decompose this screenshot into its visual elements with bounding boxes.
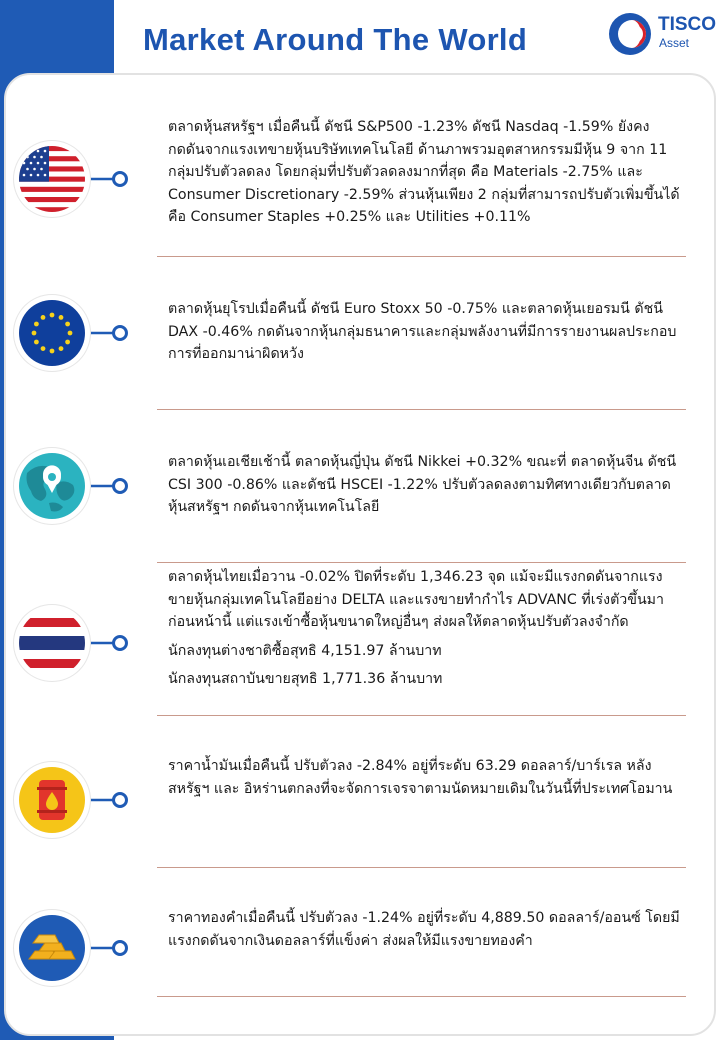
section-divider xyxy=(157,562,686,563)
us-market-summary xyxy=(168,116,686,229)
section-divider xyxy=(157,867,686,868)
section-divider xyxy=(157,409,686,410)
tisco-logo xyxy=(608,10,716,60)
asia-market-summary xyxy=(168,451,686,519)
us-icon-badge xyxy=(14,141,90,217)
asia-map-icon xyxy=(19,453,85,519)
timeline-dot xyxy=(112,792,128,808)
section-divider xyxy=(157,996,686,997)
timeline-dot xyxy=(112,478,128,494)
us-market-text: ตลาดหุ้นสหรัฐฯ เมื่อคืนนี้ ดัชนี S&P500 -1.23% ดัชนี Nasdaq -1.59% ยังคงกดดันจากแรงเทขายหุ้นบริษัทเทคโนโลยี ด้านภาพรวมอุตสาหกรรมมีหุ้น 9 จาก 11 กลุ่มปรับตัวลดลง โดยกลุ่มที่ปรับตัวลดลงมากที่สุด คือ Materials -2.75% และ Consumer Discretionary -2.59% ส่วนหุ้นเพียง 2 กลุ่มที่สามารถปรับตัวเพิ่มขึ้นได้ คือ Consumer Staples +0.25% และ Utilities +0.11% xyxy=(168,119,680,225)
eu-market-text: ตลาดหุ้นยุโรปเมื่อคืนนี้ ดัชนี Euro Stoxx 50 -0.75% และตลาดหุ้นเยอรมนี ดัชนี DAX -0.46% กดดันจากหุ้นกลุ่มธนาคารและกลุ่มพลังงานที่มีการรายงานผลประกอบการที่ออกมาน่าผิดหวัง xyxy=(168,301,677,362)
asia-market-text: ตลาดหุ้นเอเชียเช้านี้ ตลาดหุ้นญี่ปุ่น ดัชนี Nikkei +0.32% ขณะที่ ตลาดหุ้นจีน ดัชนี CSI 300 -0.86% และดัชนี HSCEI -1.22% ปรับตัวลดลงตามทิศทางเดียวกับตลาดหุ้นสหรัฐฯ กดดันจากหุ้นเทคโนโลยี xyxy=(168,454,677,515)
logo-wordmark: TISCO xyxy=(658,14,717,35)
gold-icon-badge xyxy=(14,910,90,986)
timeline-dot xyxy=(112,171,128,187)
thai-market-summary xyxy=(168,566,686,691)
timeline-dot xyxy=(112,325,128,341)
timeline-dot xyxy=(112,635,128,651)
oil-icon-badge xyxy=(14,762,90,838)
oil-price-text: ราคาน้ำมันเมื่อคืนนี้ ปรับตัวลง -2.84% อยู่ที่ระดับ 63.29 ดอลลาร์/บาร์เรล หลังสหรัฐฯ และ อิหร่านตกลงที่จะจัดการเจรจาตามนัดหมายเดิมในวันนี้ที่ประเทศโอมาน xyxy=(168,758,673,797)
timeline-dot xyxy=(112,940,128,956)
eu-icon-badge xyxy=(14,295,90,371)
thai-flag-icon xyxy=(19,610,85,676)
thai-market-text: ตลาดหุ้นไทยเมื่อวาน -0.02% ปิดที่ระดับ 1,346.23 จุด แม้จะมีแรงกดดันจากแรงขายหุ้นกลุ่มเทคโนโลยีอย่าง DELTA และแรงขายทำกำไร ADVANC ที่เร่งตัวขึ้นมาก่อนหน้านี้ แต่แรงเข้าซื้อหุ้นขนาดใหญ่อื่นๆ ส่งผลให้ตลาดหุ้นปรับตัวลงจำกัด xyxy=(168,569,664,630)
eu-flag-icon xyxy=(19,300,85,366)
foreign-investor-flow: นักลงทุนต่างชาติซื้อสุทธิ 4,151.97 ล้านบาท xyxy=(168,642,442,659)
institutional-investor-flow: นักลงทุนสถาบันขายสุทธิ 1,771.36 ล้านบาท xyxy=(168,671,443,687)
us-flag-icon xyxy=(19,146,85,212)
logo-subtitle: Asset xyxy=(659,36,690,50)
thai-icon-badge xyxy=(14,605,90,681)
oil-price-summary xyxy=(168,755,686,800)
page-title: Market Around The World xyxy=(143,22,528,57)
gold-price-text: ราคาทองคำเมื่อคืนนี้ ปรับตัวลง -1.24% อยู่ที่ระดับ 4,889.50 ดอลลาร์/ออนซ์ โดยมีแรงกดดันจากเงินดอลลาร์ที่แข็งค่า ส่งผลให้มีแรงขายทองคำ xyxy=(168,910,680,949)
gold-bars-icon xyxy=(19,915,85,981)
tisco-logo-mark-icon xyxy=(608,12,652,56)
asia-icon-badge xyxy=(14,448,90,524)
eu-market-summary xyxy=(168,298,686,366)
gold-price-summary xyxy=(168,907,686,952)
section-divider xyxy=(157,256,686,257)
oil-barrel-icon xyxy=(19,767,85,833)
section-divider xyxy=(157,715,686,716)
